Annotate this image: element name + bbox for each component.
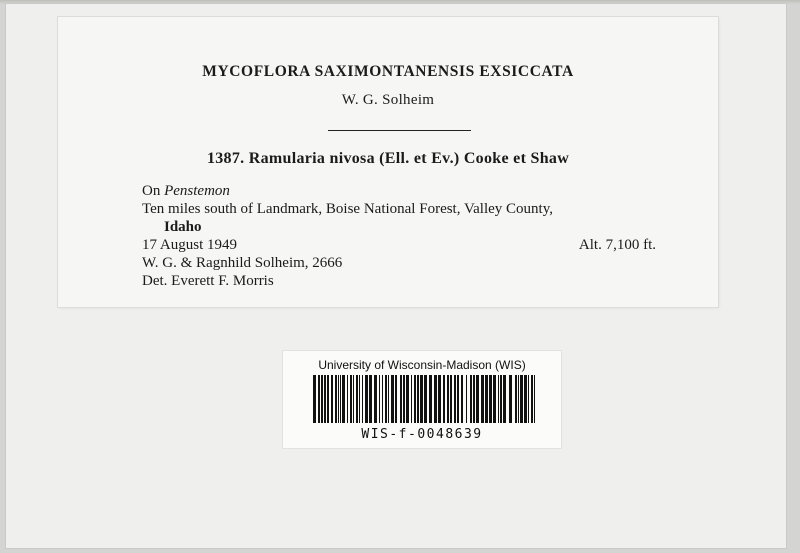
barcode-bar	[434, 375, 437, 423]
barcode-bar	[424, 375, 427, 423]
barcode-bar	[534, 375, 535, 423]
barcode-bar	[438, 375, 441, 423]
institution-name: University of Wisconsin-Madison (WIS)	[318, 358, 526, 372]
locality-line-2: Idaho	[164, 219, 202, 235]
barcode-bar	[520, 375, 523, 423]
barcode-bar	[457, 375, 459, 423]
host-prefix: On	[142, 183, 161, 199]
barcode-bar	[485, 375, 488, 423]
barcode-bar	[450, 375, 452, 423]
barcode-bar	[515, 375, 517, 423]
barcode-bar	[461, 375, 463, 423]
host-name: Penstemon	[164, 183, 230, 199]
barcode-bar	[466, 375, 467, 423]
barcode-bar	[420, 375, 423, 423]
barcode-bar	[518, 375, 519, 423]
determiner: Det. Everett F. Morris	[142, 273, 274, 289]
barcode-bar	[347, 375, 348, 423]
barcode-bar	[382, 375, 383, 423]
barcode-bar	[356, 375, 358, 423]
barcode-bar	[342, 375, 345, 423]
barcode-bar	[411, 375, 412, 423]
barcode-bar	[379, 375, 380, 423]
collectors: W. G. & Ragnhild Solheim, 2666	[142, 255, 343, 271]
barcode-bar	[447, 375, 449, 423]
barcode-bar	[338, 375, 339, 423]
barcode-bar	[524, 375, 527, 423]
barcode-bar	[531, 375, 533, 423]
barcode-bar	[318, 375, 320, 423]
barcode-number: WIS-f-0048639	[361, 427, 483, 442]
locality-line-1: Ten miles south of Landmark, Boise National Forest, Valley County,	[142, 201, 553, 217]
barcode-bar	[313, 375, 316, 423]
barcode-bar	[359, 375, 360, 423]
barcode-bar	[388, 375, 389, 423]
barcode-bar	[498, 375, 499, 423]
barcode-bar	[406, 375, 409, 423]
barcode-bar	[321, 375, 323, 423]
barcode-bar	[493, 375, 496, 423]
date-altitude-row	[142, 236, 656, 254]
barcode-bar	[353, 375, 354, 423]
barcode-bar	[365, 375, 368, 423]
barcode-bar	[473, 375, 475, 423]
specimen-details	[142, 182, 656, 290]
barcode-bar	[362, 375, 363, 423]
barcode-bar	[503, 375, 506, 423]
barcode-bar	[369, 375, 372, 423]
species-heading: 1387. Ramularia nivosa (Ell. et Ev.) Cooke et Shaw	[206, 150, 570, 167]
series-title: MYCOFLORA SAXIMONTANENSIS EXSICCATA	[202, 63, 574, 80]
barcode-bar	[340, 375, 341, 423]
barcode-bar	[414, 375, 416, 423]
barcode-bar	[391, 375, 394, 423]
barcode-bar	[403, 375, 405, 423]
barcode-bar	[509, 375, 512, 423]
barcode-bar	[331, 375, 333, 423]
barcode-bar	[489, 375, 492, 423]
barcode-bar	[476, 375, 479, 423]
collection-date: 17 August 1949	[142, 237, 238, 253]
barcode-bar	[350, 375, 352, 423]
barcode-bar	[528, 375, 529, 423]
barcode-bar	[374, 375, 377, 423]
barcode-bar	[385, 375, 387, 423]
barcode-bar	[417, 375, 419, 423]
barcode-bar	[500, 375, 502, 423]
barcode-bars	[313, 375, 535, 423]
altitude: Alt. 7,100 ft.	[578, 237, 656, 253]
barcode-bar	[395, 375, 397, 423]
barcode-bar	[429, 375, 432, 423]
barcode-bar	[481, 375, 484, 423]
barcode-bar	[335, 375, 337, 423]
barcode-bar	[324, 375, 326, 423]
barcode-label	[283, 351, 561, 448]
specimen-label	[58, 17, 718, 307]
barcode-bar	[443, 375, 445, 423]
barcode-bar	[327, 375, 329, 423]
divider-rule	[328, 130, 471, 131]
barcode-bar	[454, 375, 456, 423]
barcode-bar	[470, 375, 472, 423]
barcode-bar	[400, 375, 402, 423]
host-line	[142, 182, 656, 200]
series-author: W. G. Solheim	[341, 92, 435, 108]
